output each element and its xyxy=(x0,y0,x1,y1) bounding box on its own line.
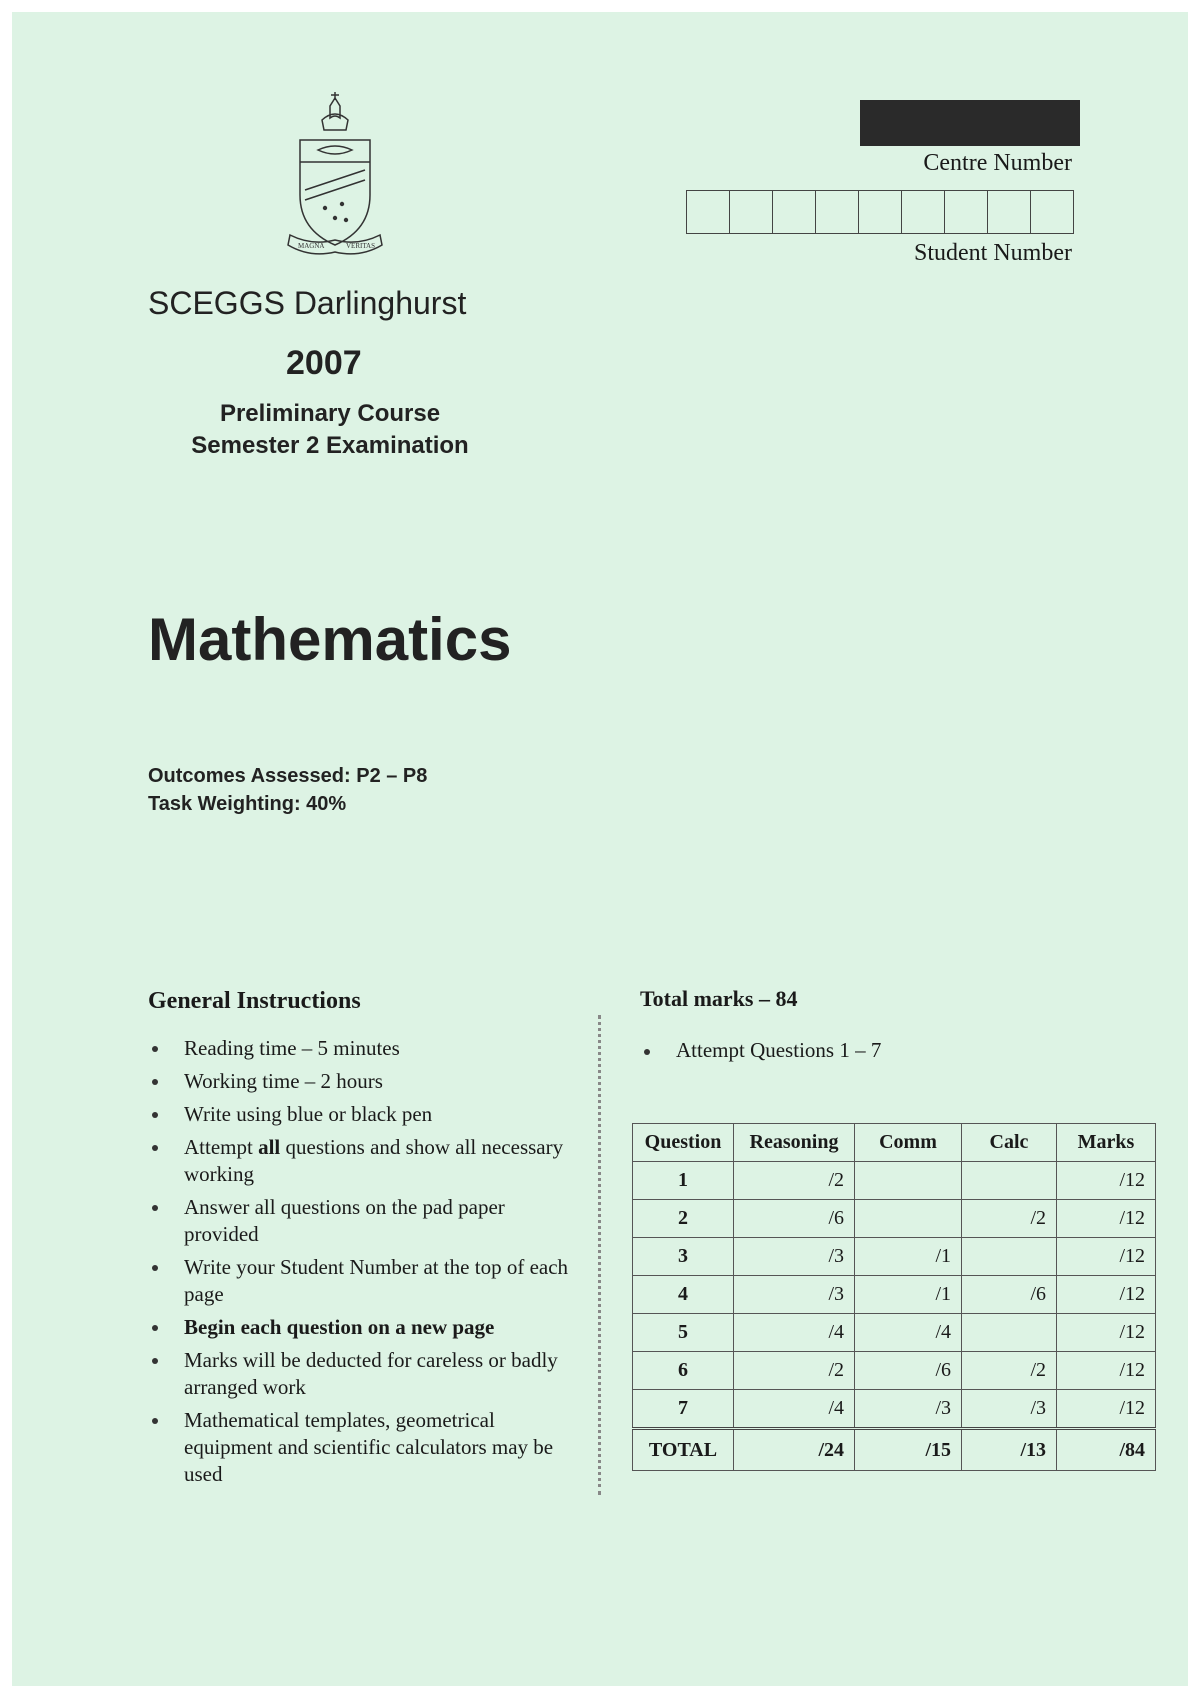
bullet-icon xyxy=(152,1079,158,1085)
table-cell: /3 xyxy=(855,1390,962,1429)
bullet-icon xyxy=(644,1049,650,1055)
table-cell: /4 xyxy=(734,1314,855,1352)
table-cell: /12 xyxy=(1057,1314,1156,1352)
table-cell: /3 xyxy=(734,1238,855,1276)
outcomes-assessed: Outcomes Assessed: P2 – P8 xyxy=(148,765,428,787)
student-number-boxes xyxy=(686,190,1074,234)
total-marks-item: Attempt Questions 1 – 7 xyxy=(640,1038,881,1063)
bullet-icon xyxy=(152,1112,158,1118)
column-header: Question xyxy=(633,1124,734,1162)
general-instructions-heading: General Instructions xyxy=(148,988,361,1014)
table-cell: /3 xyxy=(734,1276,855,1314)
total-marks-heading: Total marks – 84 xyxy=(640,986,798,1011)
instruction-item: Marks will be deducted for careless or badly arranged work xyxy=(148,1347,578,1401)
bullet-icon xyxy=(152,1325,158,1331)
student-number-box[interactable] xyxy=(859,191,902,233)
bullet-icon xyxy=(152,1145,158,1151)
table-header-row xyxy=(633,1124,1156,1162)
instruction-item: Answer all questions on the pad paper provided xyxy=(148,1194,578,1248)
table-cell: 4 xyxy=(633,1276,734,1314)
column-header: Marks xyxy=(1057,1124,1156,1162)
instruction-item: Reading time – 5 minutes xyxy=(148,1035,578,1062)
table-cell: /6 xyxy=(855,1352,962,1390)
student-number-box[interactable] xyxy=(687,191,730,233)
table-cell: /12 xyxy=(1057,1352,1156,1390)
column-header: Calc xyxy=(962,1124,1057,1162)
student-number-label: Student Number xyxy=(914,240,1072,266)
table-cell: /12 xyxy=(1057,1200,1156,1238)
general-instructions-list xyxy=(148,1035,578,1494)
table-cell: 1 xyxy=(633,1162,734,1200)
table-row xyxy=(633,1390,1156,1429)
table-cell: /2 xyxy=(962,1200,1057,1238)
task-weighting: Task Weighting: 40% xyxy=(148,793,347,815)
table-cell: /12 xyxy=(1057,1276,1156,1314)
table-cell: /2 xyxy=(734,1352,855,1390)
column-divider xyxy=(598,1015,601,1495)
table-row xyxy=(633,1276,1156,1314)
table-cell: 7 xyxy=(633,1390,734,1429)
table-cell xyxy=(962,1162,1057,1200)
subject-title: Mathematics xyxy=(148,606,512,673)
table-cell: 6 xyxy=(633,1352,734,1390)
student-number-box[interactable] xyxy=(730,191,773,233)
table-cell: /24 xyxy=(734,1429,855,1471)
bullet-icon xyxy=(152,1205,158,1211)
instruction-item: Write using blue or black pen xyxy=(148,1101,578,1128)
course-line-1: Preliminary Course xyxy=(219,400,441,427)
table-cell xyxy=(855,1162,962,1200)
instruction-item: Begin each question on a new page xyxy=(148,1314,578,1341)
table-cell: /1 xyxy=(855,1238,962,1276)
bullet-icon xyxy=(152,1358,158,1364)
marks-table xyxy=(632,1123,1156,1471)
table-cell: 5 xyxy=(633,1314,734,1352)
student-number-box[interactable] xyxy=(816,191,859,233)
table-row xyxy=(633,1200,1156,1238)
column-header: Reasoning xyxy=(734,1124,855,1162)
column-header: Comm xyxy=(855,1124,962,1162)
table-row xyxy=(633,1352,1156,1390)
table-cell xyxy=(962,1238,1057,1276)
table-row xyxy=(633,1314,1156,1352)
instruction-item: Mathematical templates, geometrical equipment and scientific calculators may be used xyxy=(148,1407,578,1488)
table-cell: /84 xyxy=(1057,1429,1156,1471)
crest-motto-left: MAGNA xyxy=(298,242,325,250)
table-cell xyxy=(855,1200,962,1238)
table-row xyxy=(633,1162,1156,1200)
school-crest-logo xyxy=(280,90,390,270)
instruction-item: Working time – 2 hours xyxy=(148,1068,578,1095)
outcomes-block xyxy=(148,762,427,818)
student-number-box[interactable] xyxy=(988,191,1031,233)
bullet-icon xyxy=(152,1046,158,1052)
table-total-row xyxy=(633,1429,1156,1471)
exam-year: 2007 xyxy=(286,344,362,382)
redacted-centre-number xyxy=(860,100,1080,146)
instruction-item: Attempt all questions and show all necessary working xyxy=(148,1134,578,1188)
table-cell: 2 xyxy=(633,1200,734,1238)
course-line-2: Semester 2 Examination xyxy=(191,432,469,459)
table-cell: /6 xyxy=(734,1200,855,1238)
table-cell: /2 xyxy=(734,1162,855,1200)
table-cell: /2 xyxy=(962,1352,1057,1390)
bullet-icon xyxy=(152,1418,158,1424)
table-cell: TOTAL xyxy=(633,1429,734,1471)
table-cell: /15 xyxy=(855,1429,962,1471)
bullet-icon xyxy=(152,1265,158,1271)
table-cell: /12 xyxy=(1057,1390,1156,1429)
table-cell: /4 xyxy=(734,1390,855,1429)
centre-number-label: Centre Number xyxy=(923,150,1072,176)
table-cell: /12 xyxy=(1057,1162,1156,1200)
table-cell: /13 xyxy=(962,1429,1057,1471)
student-number-box[interactable] xyxy=(945,191,988,233)
table-cell: 3 xyxy=(633,1238,734,1276)
table-cell xyxy=(962,1314,1057,1352)
table-cell: /6 xyxy=(962,1276,1057,1314)
student-number-box[interactable] xyxy=(902,191,945,233)
crest-motto-right: VERITAS xyxy=(346,242,375,250)
table-cell: /1 xyxy=(855,1276,962,1314)
table-row xyxy=(633,1238,1156,1276)
instruction-item: Write your Student Number at the top of each page xyxy=(148,1254,578,1308)
student-number-box[interactable] xyxy=(1031,191,1073,233)
table-cell: /3 xyxy=(962,1390,1057,1429)
course-title xyxy=(160,398,500,462)
table-cell: /12 xyxy=(1057,1238,1156,1276)
table-cell: /4 xyxy=(855,1314,962,1352)
school-name: SCEGGS Darlinghurst xyxy=(148,285,467,321)
student-number-box[interactable] xyxy=(773,191,816,233)
